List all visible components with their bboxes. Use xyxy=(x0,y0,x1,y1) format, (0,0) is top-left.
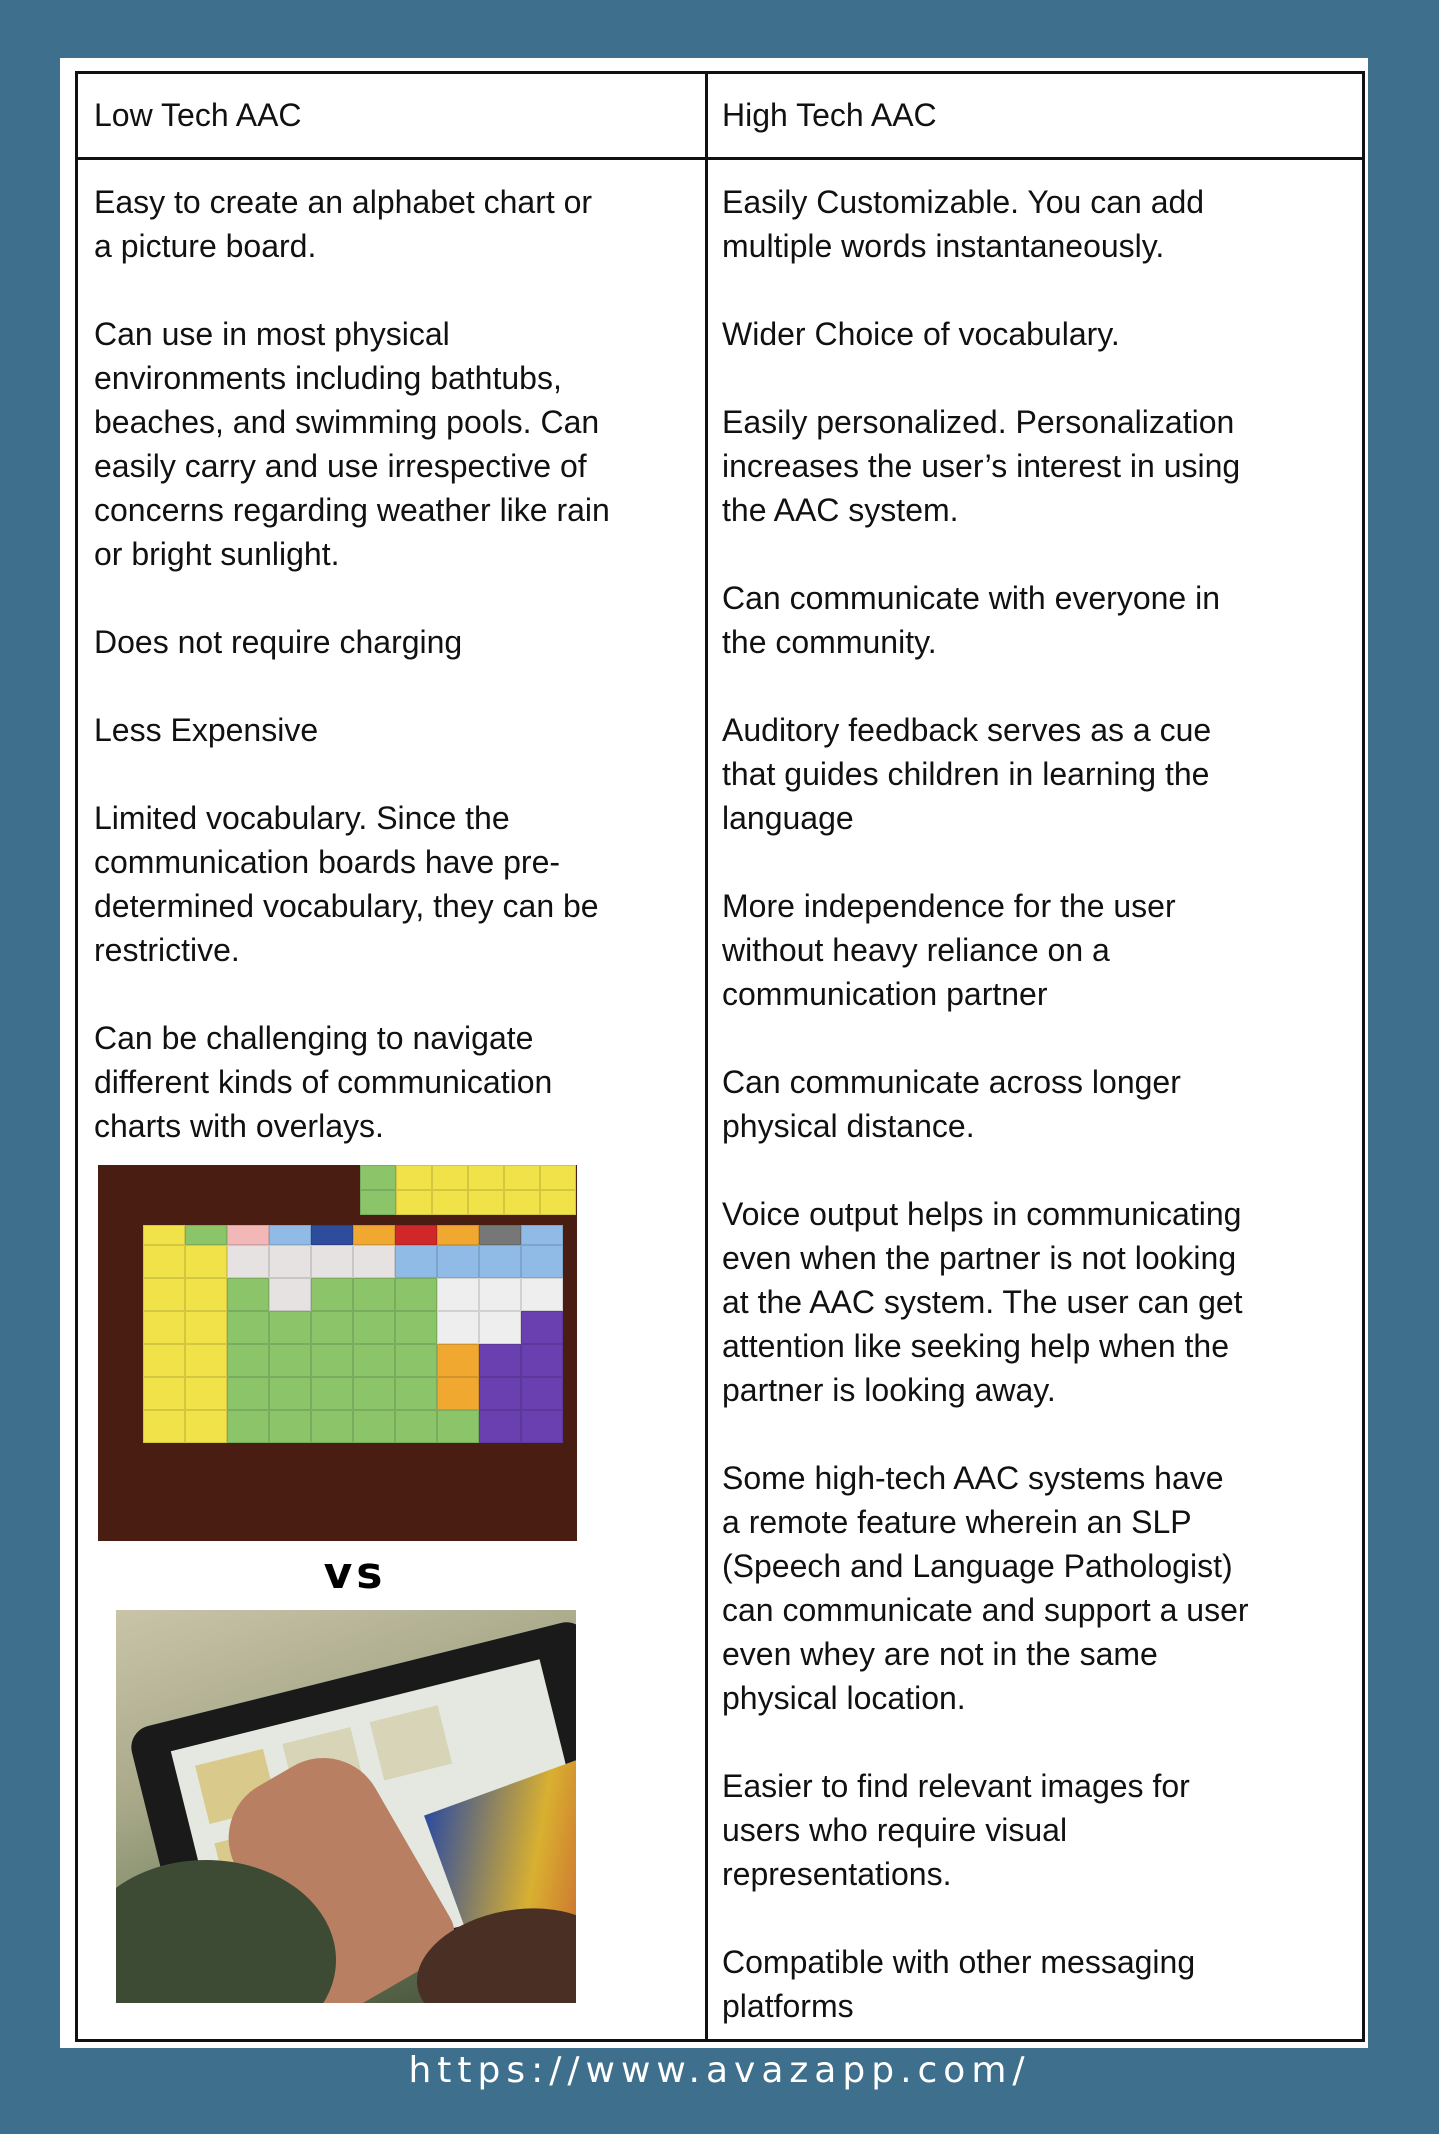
high-tech-item xyxy=(722,312,1249,356)
text-line: attention like seeking help when the xyxy=(722,1328,1230,1364)
text-line: beaches, and swimming pools. Can xyxy=(94,404,600,440)
high-tech-item xyxy=(722,1456,1249,1720)
board-cell xyxy=(353,1344,395,1377)
text-line: communication partner xyxy=(722,976,1048,1012)
board-cell xyxy=(227,1225,269,1245)
board-cell xyxy=(360,1190,396,1215)
high-tech-item xyxy=(722,1060,1249,1148)
board-cell xyxy=(269,1410,311,1443)
board-cell xyxy=(227,1245,269,1278)
text-line: Does not require charging xyxy=(94,624,463,660)
text-line: Limited vocabulary. Since the xyxy=(94,800,510,836)
text-line: Can use in most physical xyxy=(94,316,450,352)
board-cell xyxy=(468,1165,504,1190)
text-line: Auditory feedback serves as a cue xyxy=(722,712,1212,748)
board-cell xyxy=(437,1225,479,1245)
text-line: Easier to find relevant images for xyxy=(722,1768,1190,1804)
board-cell xyxy=(521,1410,563,1443)
text-line: increases the user’s interest in using xyxy=(722,448,1241,484)
column-divider xyxy=(705,74,708,2039)
board-cell xyxy=(269,1225,311,1245)
board-cell xyxy=(143,1225,185,1245)
board-cell xyxy=(185,1278,227,1311)
high-tech-item xyxy=(722,576,1249,664)
board-cell xyxy=(143,1410,185,1443)
board-cell xyxy=(479,1225,521,1245)
board-cell xyxy=(353,1225,395,1245)
board-cell xyxy=(437,1377,479,1410)
board-cell xyxy=(185,1377,227,1410)
text-line: at the AAC system. The user can get xyxy=(722,1284,1243,1320)
text-line: (Speech and Language Pathologist) xyxy=(722,1548,1233,1584)
board-cell xyxy=(227,1278,269,1311)
text-line: More independence for the user xyxy=(722,888,1176,924)
text-line: even whey are not in the same xyxy=(722,1636,1158,1672)
board-cell xyxy=(504,1190,540,1215)
text-line: multiple words instantaneously. xyxy=(722,228,1165,264)
board-cell xyxy=(143,1245,185,1278)
low-tech-item xyxy=(94,796,610,972)
board-cell xyxy=(540,1190,576,1215)
board-cell xyxy=(521,1225,563,1245)
text-line: communication boards have pre- xyxy=(94,844,561,880)
board-cell xyxy=(227,1377,269,1410)
text-line: or bright sunlight. xyxy=(94,536,340,572)
low-tech-item xyxy=(94,180,610,268)
text-line: Voice output helps in communicating xyxy=(722,1196,1242,1232)
board-cell xyxy=(437,1410,479,1443)
board-cell xyxy=(185,1245,227,1278)
board-cell xyxy=(227,1311,269,1344)
board-cell xyxy=(311,1410,353,1443)
text-line: physical location. xyxy=(722,1680,966,1716)
text-line: Easily personalized. Personalization xyxy=(722,404,1235,440)
board-cell xyxy=(521,1278,563,1311)
board-cell xyxy=(479,1344,521,1377)
board-cell xyxy=(227,1344,269,1377)
board-cell xyxy=(521,1311,563,1344)
board-cell xyxy=(185,1225,227,1245)
board-cell xyxy=(432,1165,468,1190)
board-cell xyxy=(396,1190,432,1215)
board-cell xyxy=(185,1344,227,1377)
low-tech-item xyxy=(94,708,610,752)
text-line: can communicate and support a user xyxy=(722,1592,1249,1628)
text-line: the community. xyxy=(722,624,937,660)
board-cell xyxy=(269,1278,311,1311)
text-line: Compatible with other messaging xyxy=(722,1944,1196,1980)
board-cell xyxy=(521,1245,563,1278)
board-cell xyxy=(395,1377,437,1410)
vs-label: vs xyxy=(323,1548,387,1599)
high-tech-item xyxy=(722,708,1249,840)
board-cell xyxy=(185,1311,227,1344)
header-low-tech: Low Tech AAC xyxy=(94,97,302,133)
high-tech-item xyxy=(722,1764,1249,1896)
text-line: representations. xyxy=(722,1856,952,1892)
text-line: without heavy reliance on a xyxy=(722,932,1110,968)
text-line: Some high-tech AAC systems have xyxy=(722,1460,1224,1496)
board-cell xyxy=(395,1344,437,1377)
board-cell xyxy=(468,1190,504,1215)
text-line: that guides children in learning the xyxy=(722,756,1210,792)
board-cell xyxy=(521,1344,563,1377)
board-cell xyxy=(311,1278,353,1311)
board-cell xyxy=(269,1377,311,1410)
high-tech-item xyxy=(722,1940,1249,2028)
text-line: Less Expensive xyxy=(94,712,319,748)
board-cell xyxy=(311,1245,353,1278)
board-cell xyxy=(479,1311,521,1344)
board-cell xyxy=(479,1245,521,1278)
board-cell xyxy=(353,1377,395,1410)
text-line: Can be challenging to navigate xyxy=(94,1020,534,1056)
board-cell xyxy=(360,1165,396,1190)
board-cell xyxy=(311,1311,353,1344)
board-cell xyxy=(185,1410,227,1443)
board-cell xyxy=(437,1311,479,1344)
board-cell xyxy=(269,1245,311,1278)
text-line: restrictive. xyxy=(94,932,240,968)
text-line: concerns regarding weather like rain xyxy=(94,492,610,528)
board-cell xyxy=(395,1278,437,1311)
low-tech-column xyxy=(94,180,610,1192)
board-cell xyxy=(395,1225,437,1245)
board-cell xyxy=(437,1278,479,1311)
text-line: determined vocabulary, they can be xyxy=(94,888,599,924)
low-tech-item xyxy=(94,620,610,664)
board-cell xyxy=(437,1344,479,1377)
low-tech-item xyxy=(94,312,610,576)
text-line: platforms xyxy=(722,1988,854,2024)
board-cell xyxy=(143,1278,185,1311)
text-line: partner is looking away. xyxy=(722,1372,1056,1408)
board-cell xyxy=(479,1278,521,1311)
board-cell xyxy=(353,1311,395,1344)
text-line: language xyxy=(722,800,854,836)
board-cell xyxy=(269,1344,311,1377)
text-line: even when the partner is not looking xyxy=(722,1240,1237,1276)
header-divider xyxy=(78,157,1362,160)
text-line: charts with overlays. xyxy=(94,1108,384,1144)
text-line: different kinds of communication xyxy=(94,1064,553,1100)
header-high-tech: High Tech AAC xyxy=(722,97,937,133)
high-tech-item xyxy=(722,180,1249,268)
board-cell xyxy=(395,1311,437,1344)
text-line: Easily Customizable. You can add xyxy=(722,184,1205,220)
text-line: the AAC system. xyxy=(722,492,959,528)
text-line: environments including bathtubs, xyxy=(94,360,562,396)
text-line: physical distance. xyxy=(722,1108,975,1144)
text-line: easily carry and use irrespective of xyxy=(94,448,587,484)
board-cell xyxy=(311,1344,353,1377)
board-cell xyxy=(540,1165,576,1190)
tablet-aac-photo xyxy=(116,1610,576,2003)
text-line: Easy to create an alphabet chart or xyxy=(94,184,593,220)
board-cell xyxy=(395,1410,437,1443)
board-cell xyxy=(311,1377,353,1410)
board-cell xyxy=(504,1165,540,1190)
board-cell xyxy=(479,1377,521,1410)
board-cell xyxy=(353,1410,395,1443)
board-cell xyxy=(395,1245,437,1278)
board-cell xyxy=(396,1165,432,1190)
board-cell xyxy=(143,1344,185,1377)
board-cell xyxy=(353,1245,395,1278)
board-cell xyxy=(143,1311,185,1344)
high-tech-item xyxy=(722,1192,1249,1412)
text-line: Can communicate across longer xyxy=(722,1064,1181,1100)
text-line: Wider Choice of vocabulary. xyxy=(722,316,1120,352)
communication-board-photo xyxy=(98,1165,577,1541)
board-cell xyxy=(269,1311,311,1344)
text-line: Can communicate with everyone in xyxy=(722,580,1221,616)
board-cell xyxy=(521,1377,563,1410)
text-line: a remote feature wherein an SLP xyxy=(722,1504,1192,1540)
low-tech-item xyxy=(94,1016,610,1148)
high-tech-column xyxy=(722,180,1249,2072)
board-cell xyxy=(479,1410,521,1443)
board-cell xyxy=(311,1225,353,1245)
board-cell xyxy=(437,1245,479,1278)
board-cell xyxy=(143,1377,185,1410)
high-tech-item xyxy=(722,400,1249,532)
text-line: users who require visual xyxy=(722,1812,1068,1848)
high-tech-item xyxy=(722,884,1249,1016)
text-line: a picture board. xyxy=(94,228,317,264)
footer-url[interactable]: https://www.avazapp.com/ xyxy=(408,2050,1031,2091)
board-cell xyxy=(227,1410,269,1443)
board-cell xyxy=(432,1190,468,1215)
board-cell xyxy=(353,1278,395,1311)
